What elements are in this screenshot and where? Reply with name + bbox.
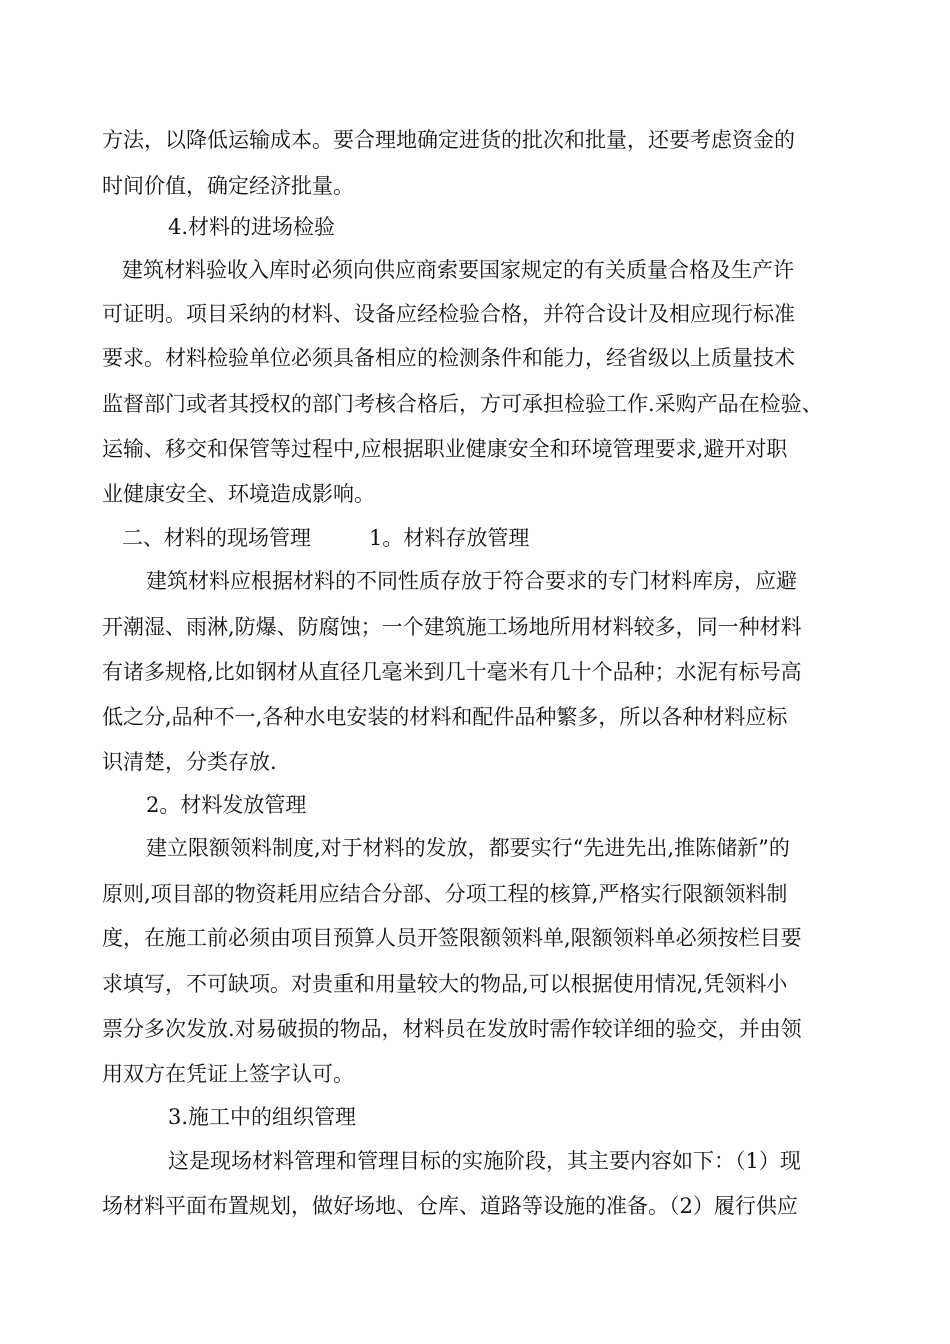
text-line: 有诸多规格,比如钢材从直径几毫米到几十毫米有几十个品种；水泥有标号高 [102, 660, 802, 684]
text-line: 低之分,品种不一,各种水电安装的材料和配件品种繁多，所以各种材料应标 [102, 705, 788, 729]
text-line: 票分多次发放.对易破损的物品，材料员在发放时需作较详细的验交，并由领 [102, 1017, 802, 1041]
text-line: 这是现场材料管理和管理目标的实施阶段，其主要内容如下：（1）现 [168, 1149, 801, 1173]
text-line: 业健康安全、环境造成影响。 [102, 482, 375, 506]
text-line: 监督部门或者其授权的部门考核合格后，方可承担检验工作.采购产品在检验、 [102, 392, 823, 416]
text-line: 运输、移交和保管等过程中,应根据职业健康安全和环境管理要求,避开对职 [102, 437, 788, 461]
text-line: 用双方在凭证上签字认可。 [102, 1062, 354, 1086]
text-line: 时间价值，确定经济批量。 [102, 174, 354, 198]
text-line: 原则,项目部的物资耗用应结合分部、分项工程的核算,严格实行限额领料制 [102, 882, 788, 906]
text-line: 开潮湿、雨淋,防爆、防腐蚀；一个建筑施工场地所用材料较多，同一种材料 [102, 615, 802, 639]
text-line: 建立限额领料制度,对于材料的发放，都要实行“先进先出,推陈储新”的 [146, 836, 790, 860]
text-line: 可证明。项目采纳的材料、设备应经检验合格，并符合设计及相应现行标准 [102, 302, 795, 326]
subsection-heading: 2。材料发放管理 [146, 793, 307, 817]
section-heading: 二、材料的现场管理 [122, 526, 311, 550]
text-line: 要求。材料检验单位必须具备相应的检测条件和能力，经省级以上质量技术 [102, 346, 795, 370]
text-line: 求填写，不可缺项。对贵重和用量较大的物品,可以根据使用情况,凭领料小 [102, 972, 788, 996]
text-line: 建筑材料验收入库时必须向供应商索要国家规定的有关质量合格及生产许 [122, 258, 794, 282]
text-line: 度，在施工前必须由项目预算人员开签限额领料单,限额领料单必须按栏目要 [102, 926, 802, 950]
subsection-heading: 1。材料存放管理 [369, 526, 530, 550]
subsection-heading: 3.施工中的组织管理 [168, 1105, 357, 1129]
text-line: 场材料平面布置规划，做好场地、仓库、道路等设施的准备。（2）履行供应 [102, 1194, 798, 1218]
text-line: 方法，以降低运输成本。要合理地确定进货的批次和批量，还要考虑资金的 [102, 128, 795, 152]
text-line: 建筑材料应根据材料的不同性质存放于符合要求的专门材料库房，应避 [146, 569, 797, 593]
text-line: 识清楚，分类存放. [102, 750, 277, 774]
section-heading: 4.材料的进场检验 [168, 215, 336, 239]
